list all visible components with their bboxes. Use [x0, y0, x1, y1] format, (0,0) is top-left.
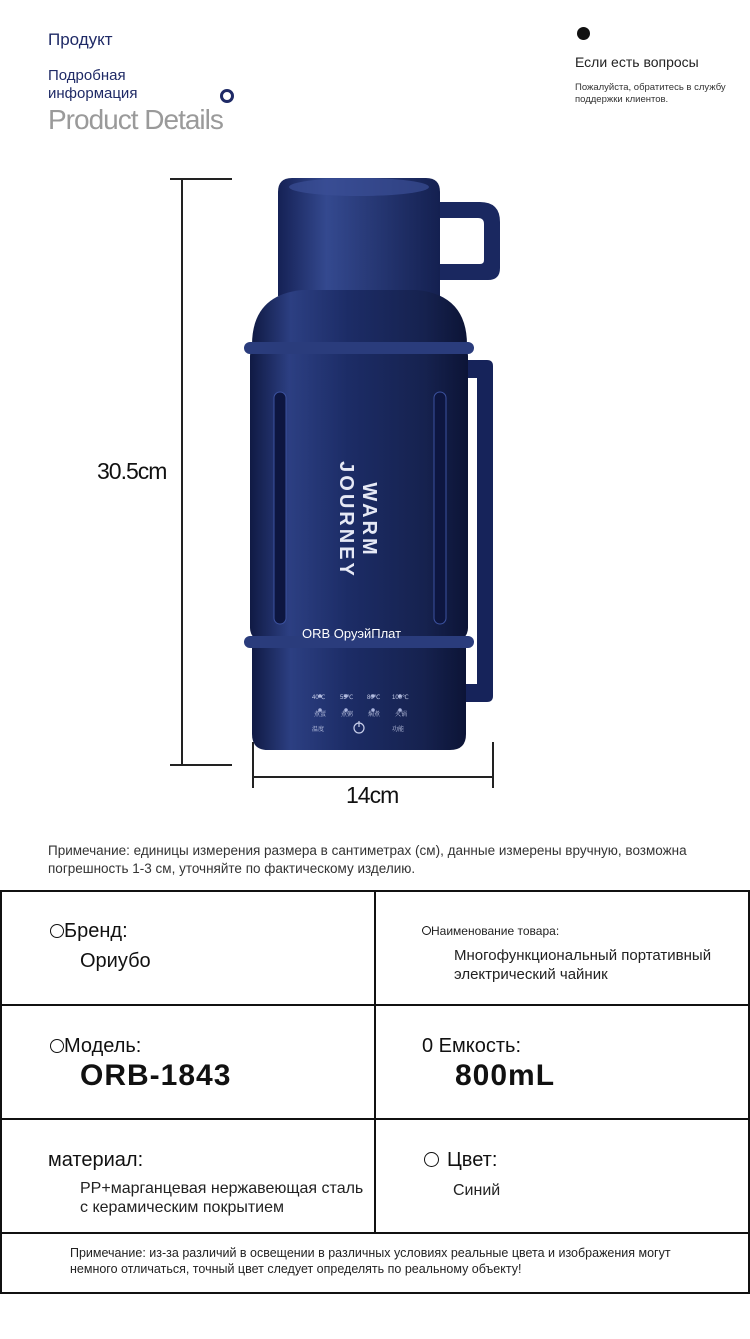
model-value: ORB-1843 — [80, 1059, 232, 1092]
header-detail-en: Product Details — [48, 104, 223, 135]
name-value: Многофункциональный портативный электрический чайник — [454, 947, 712, 983]
height-dimension-top-tick — [170, 178, 232, 180]
width-dimension-line — [252, 776, 493, 778]
height-dimension-label: 30.5cm — [97, 458, 167, 484]
mode-porridge-label: 煮粥 — [341, 712, 354, 718]
capacity-value: 800mL — [455, 1059, 556, 1092]
circle-bullet-icon — [424, 1152, 439, 1167]
model-label-row — [50, 1035, 141, 1058]
circle-bullet-icon — [50, 924, 64, 938]
brand-label: Бренд: — [64, 920, 128, 942]
control-panel-labels — [310, 694, 430, 734]
vertical-brand-text: WARM JOURNEY — [335, 461, 380, 579]
mode-hotpot-label: 火锅 — [395, 712, 408, 718]
width-dimension-label: 14cm — [346, 782, 399, 808]
color-label-row — [424, 1149, 497, 1172]
spec-table-row-divider — [0, 1004, 750, 1006]
temp-button-label: 温度 — [312, 727, 325, 733]
height-dimension-bottom-tick — [170, 764, 232, 766]
temp-80-label: 80℃ — [367, 695, 381, 701]
mode-stew-label: 焖煮 — [368, 712, 381, 718]
spec-table-row-divider — [0, 1118, 750, 1120]
brand-value: Ориубо — [80, 950, 151, 972]
name-label: Наименование товара: — [431, 924, 560, 938]
capacity-label: 0 Емкость: — [422, 1035, 522, 1057]
questions-subtext: Пожалуйста, обратитесь в службу поддержки клиентов. — [575, 82, 726, 105]
name-label-row — [422, 924, 559, 938]
header-detail-title: Подробная информация — [48, 67, 138, 102]
circle-bullet-icon — [422, 926, 431, 935]
brand-label-row — [50, 920, 128, 943]
function-button-label: 功能 — [392, 727, 405, 733]
questions-heading: Если есть вопросы — [575, 54, 699, 70]
color-label: Цвет: — [447, 1149, 498, 1171]
temp-100-label: 100℃ — [392, 695, 409, 701]
dot-icon — [577, 27, 590, 40]
circle-bullet-icon — [50, 1039, 64, 1053]
height-dimension-line — [181, 178, 183, 765]
temp-55-label: 55℃ — [340, 695, 354, 701]
material-value: PP+марганцевая нержавеющая сталь с керамическим покрытием — [80, 1180, 364, 1216]
mode-egg-label: 煮蛋 — [314, 712, 327, 718]
color-note: Примечание: из-за различий в освещении в различных условиях реальные цвета и изображения могут немного отличаться, точный цвет следует определять по реальному объекту! — [70, 1246, 671, 1276]
decorative-ring-icon — [220, 89, 234, 103]
size-note: Примечание: единицы измерения размера в сантиметрах (см), данные измерены вручную, возможна погрешность 1-3 см, уточняйте по фактическому изделию. — [48, 843, 687, 876]
material-label: материал: — [48, 1149, 144, 1171]
temp-40-label: 40℃ — [312, 695, 326, 701]
model-label: Модель: — [64, 1035, 142, 1057]
header-product-title: Продукт — [48, 30, 113, 49]
spec-table-row-divider — [0, 1232, 750, 1234]
color-value: Синий — [453, 1182, 501, 1199]
product-brand-label: ORB ОруэйПлат — [302, 626, 402, 641]
